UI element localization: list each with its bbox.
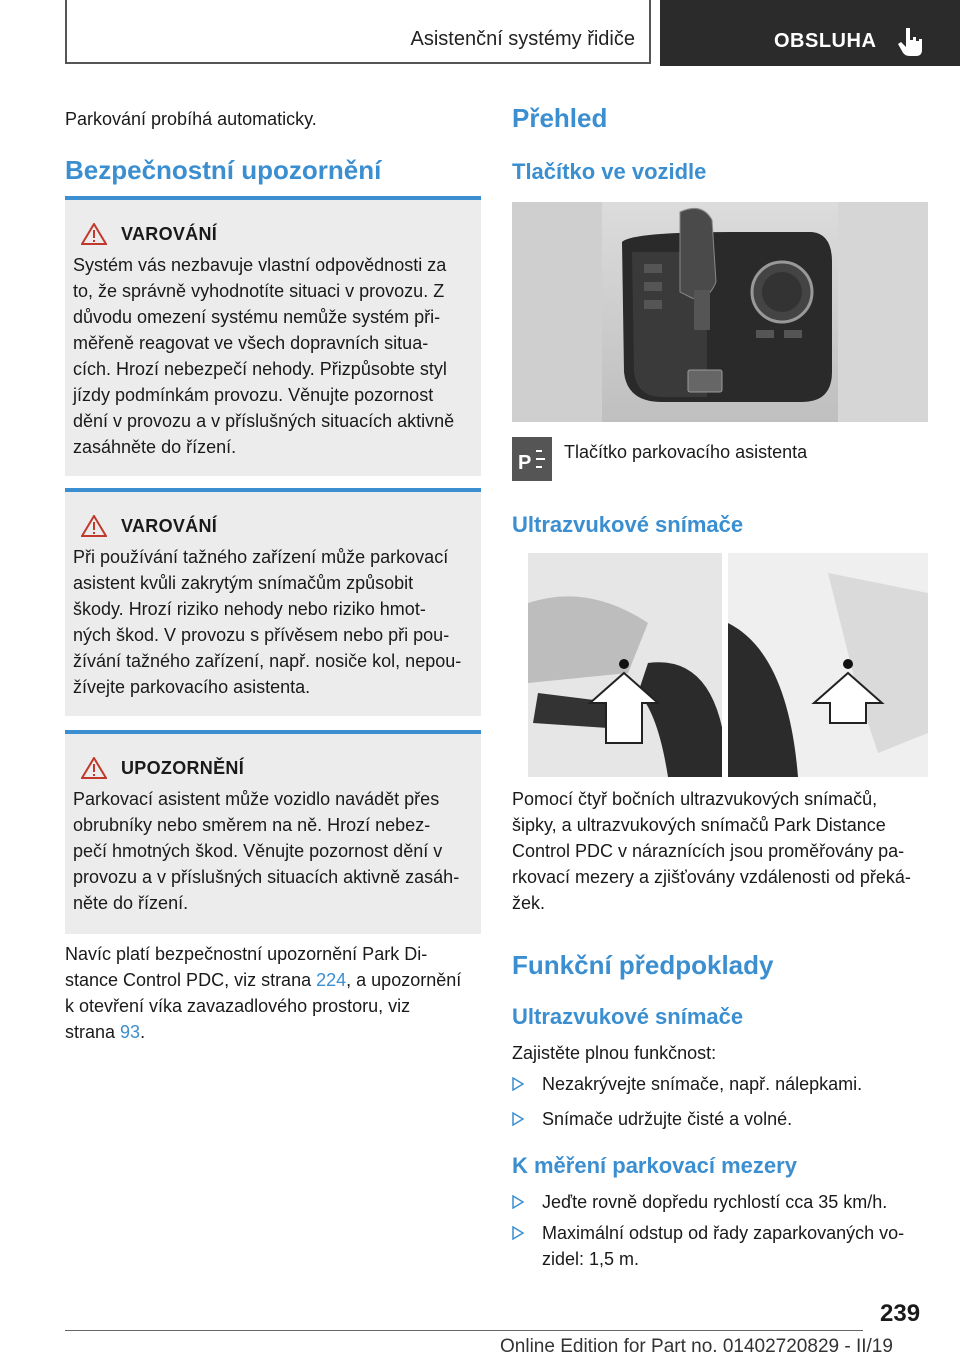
text-line: Při používání tažného zařízení může parkovací xyxy=(73,547,449,567)
text-line: Navíc platí bezpečnostní upozornění Park Di- xyxy=(65,944,428,964)
list-item xyxy=(512,1189,928,1215)
text-line: Parkovací asistent může vozidlo navádět přes xyxy=(73,789,440,809)
bullet-triangle-icon xyxy=(512,1226,524,1240)
chapter-title: Asistenční systémy řidiče xyxy=(410,28,635,50)
warning-triangle-icon xyxy=(81,515,107,537)
warning-title: VAROVÁNÍ xyxy=(121,223,218,244)
text-line: Snímače udržujte čisté a volné. xyxy=(542,1109,793,1129)
header-frame xyxy=(65,0,649,64)
text-line xyxy=(65,1019,485,1045)
list-item xyxy=(512,1071,928,1097)
notice-title: UPOZORNĚNÍ xyxy=(121,757,245,778)
text-line: Pomocí čtyř bočních ultrazvukových snímačů, xyxy=(512,789,878,809)
notice-text xyxy=(73,786,473,916)
text-fragment: . xyxy=(140,1022,146,1042)
text-line: ných škod. V provozu s přívěsem nebo při pou- xyxy=(73,625,450,645)
page-link-93[interactable]: 93 xyxy=(120,1022,141,1042)
text-line: provozu a v příslušných situacích aktivně zasáh- xyxy=(73,867,460,887)
section-tab[interactable] xyxy=(660,0,960,66)
page-number: 239 xyxy=(880,1300,921,1327)
closing-paragraph xyxy=(65,941,485,1045)
text-line: obrubníky nebo směrem na ně. Hrozí nebez- xyxy=(73,815,431,835)
text-line: k otevření víka zavazadlového prostoru, viz xyxy=(65,996,411,1016)
text-line: rkovací mezery a zjišťovány vzdálenosti od překá- xyxy=(512,867,911,887)
section-tab-label: OBSLUHA xyxy=(774,30,877,52)
text-line: měřeně reagovat ve všech dopravních situa- xyxy=(73,333,429,353)
text-line: pečí hmotných škod. Věnujte pozornost dění v xyxy=(73,841,443,861)
list-item xyxy=(512,1220,928,1272)
sensors-subheading: Ultrazvukové snímače xyxy=(512,512,744,537)
warning-title-row xyxy=(73,514,473,538)
bullet-triangle-icon xyxy=(512,1195,524,1209)
footer-divider xyxy=(65,1330,863,1331)
text-line: šipky, a ultrazvukových snímačů Park Distance xyxy=(512,815,886,835)
hand-pointer-icon xyxy=(892,24,928,60)
text-line: důvodu omezení systému nemůže systém při- xyxy=(73,307,441,327)
text-line: asistent kvůli zakrytým snímačům způsobit xyxy=(73,573,414,593)
sensors-subheading-2: Ultrazvukové snímače xyxy=(512,1004,744,1029)
text-line: žek. xyxy=(512,893,546,913)
list-item xyxy=(512,1106,928,1132)
text-line xyxy=(65,967,485,993)
measure-subheading: K měření parkovací mezery xyxy=(512,1153,797,1178)
text-line: žívání tažného zařízení, např. nosiče kol, nepou- xyxy=(73,651,462,671)
text-line: zasáhněte do řízení. xyxy=(73,437,237,457)
button-caption-row xyxy=(512,437,928,481)
text-line: to, že správně vyhodnotíte situaci v provozu. Z xyxy=(73,281,445,301)
button-caption: Tlačítko parkovacího asistenta xyxy=(564,442,808,462)
warning-triangle-icon xyxy=(81,223,107,245)
overview-heading: Přehled xyxy=(512,103,608,133)
text-line: zidel: 1,5 m. xyxy=(542,1249,640,1269)
notice-title-row xyxy=(73,756,473,780)
text-line: Control PDC v náraznících jsou proměřovány pa- xyxy=(512,841,905,861)
requirements-heading: Funkční předpoklady xyxy=(512,950,774,980)
ensure-text: Zajistěte plnou funkčnost: xyxy=(512,1043,717,1063)
text-line: cích. Hrozí nebezpečí nehody. Přizpůsobte styl xyxy=(73,359,447,379)
warning-triangle-icon xyxy=(81,757,107,779)
page-link-224[interactable]: 224 xyxy=(316,970,347,990)
warning-title-row xyxy=(73,222,473,246)
text-line: Maximální odstup od řady zaparkovaných vo- xyxy=(542,1223,905,1243)
bullet-triangle-icon xyxy=(512,1112,524,1126)
text-line: Systém vás nezbavuje vlastní odpovědnosti za xyxy=(73,255,447,275)
text-line: něte do řízení. xyxy=(73,893,189,913)
bullet-triangle-icon xyxy=(512,1077,524,1091)
sensor-location-photo xyxy=(528,553,928,777)
warning-box-2 xyxy=(65,488,481,716)
warning-box-1 xyxy=(65,196,481,476)
text-line: dění v provozu a v příslušných situacích aktivně xyxy=(73,411,455,431)
text-line: žívejte parkovacího asistenta. xyxy=(73,677,311,697)
intro-text: Parkování probíhá automaticky. xyxy=(65,109,317,129)
text-line: Nezakrývejte snímače, např. nálepkami. xyxy=(542,1074,863,1094)
parking-assistant-button-icon xyxy=(512,437,552,481)
notice-box xyxy=(65,730,481,934)
warning-title: VAROVÁNÍ xyxy=(121,515,218,536)
center-console-photo xyxy=(512,202,928,422)
button-subheading: Tlačítko ve vozidle xyxy=(512,159,707,184)
text-line: škody. Hrozí riziko nehody nebo riziko hmot- xyxy=(73,599,426,619)
text-fragment: , a upozornění xyxy=(346,970,462,990)
text-line: jízdy podmínkám provozu. Věnujte pozornost xyxy=(73,385,434,405)
edition-text: Online Edition for Part no. 01402720829 - II/19 xyxy=(500,1336,893,1357)
text-fragment: strana xyxy=(65,1022,121,1042)
text-line: Jeďte rovně dopředu rychlostí cca 35 km/h. xyxy=(542,1192,888,1212)
safety-heading: Bezpečnostní upozornění xyxy=(65,155,382,185)
text-fragment: stance Control PDC, viz strana xyxy=(65,970,317,990)
warning-text-1 xyxy=(73,252,473,460)
svg-text:P: P xyxy=(518,452,532,474)
warning-text-2 xyxy=(73,544,473,700)
sensors-paragraph xyxy=(512,786,928,916)
